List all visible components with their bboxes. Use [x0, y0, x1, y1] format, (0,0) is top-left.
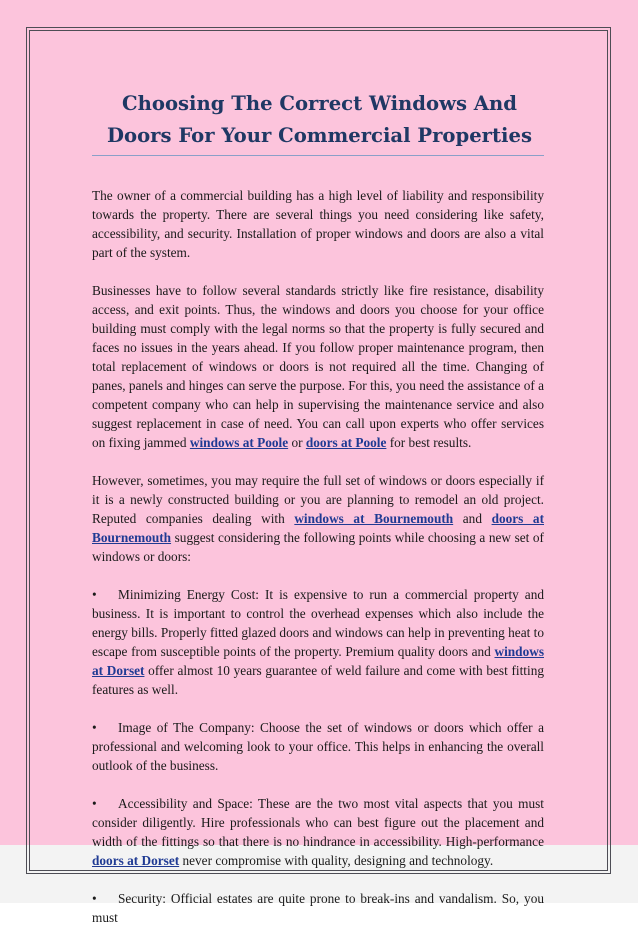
link-doors-bournemouth[interactable]: doors at Bournemouth [92, 511, 545, 545]
bullet-security [92, 889, 544, 927]
bullet-text: offer almost 10 years guarantee of weld failure and come with best fitting features as well. [92, 663, 544, 697]
paragraph-text: suggest considering the following points while choosing a new set of windows or doors: [92, 530, 544, 564]
bullet-text: never compromise with quality, designing and technology. [179, 853, 494, 868]
link-windows-bournemouth[interactable]: windows at Bournemouth [294, 511, 454, 526]
bullet-marker: • [92, 587, 97, 602]
bullet-text: Security: Official estates are quite prone to break-ins and vandalism. So, you must [92, 891, 544, 925]
paragraph-text: for best results. [386, 435, 472, 450]
paragraph-full-set [92, 471, 544, 566]
bullet-marker: • [92, 891, 97, 906]
bullet-text: Minimizing Energy Cost: It is expensive to run a commercial property and business. It is important to control the overhead expenses which also include the energy bills. Properly fitted glazed doors and windows can help in preventing heat to escape from susceptible points of the property. Premium quality doors and [92, 587, 544, 659]
document-title: Choosing The Correct Windows And Doors For Your Commercial Properties [107, 92, 532, 147]
paragraph-text: Businesses have to follow several standards strictly like fire resistance, disability access, and exit points. Thus, the windows and doors you choose for your office building must comply with the legal norms so that the property is fully secured and faces no issues in the years ahead. If you follow proper maintenance program, then total replacement of windows or doors is not required all the time. Changing of panes, panels and hinges can serve the purpose. For this, you need the assistance of a competent company who can help in supervising the maintenance service and also suggest replacement in case of need. You can call upon experts who offer services on fixing jammed [92, 283, 544, 450]
bullet-text: Accessibility and Space: These are the two most vital aspects that you must consider diligently. Hire professionals who can best figure out the placement and width of the fittings so that there is no hindrance in accessibility. High-performance [92, 796, 544, 849]
bullet-marker: • [92, 720, 97, 735]
paragraph-text: or [288, 435, 306, 450]
bullet-text: Image of The Company: Choose the set of windows or doors which offer a professional and welcoming look to your office. This helps in enhancing the overall outlook of the business. [92, 720, 544, 773]
bullet-company-image [92, 718, 544, 775]
paragraph-standards [92, 281, 544, 452]
paragraph-intro: The owner of a commercial building has a high level of liability and responsibility towards the property. There are several things you need considering like safety, accessibility, and security. Installation of proper windows and doors are also a vital part of the system. [92, 188, 544, 260]
link-doors-poole[interactable]: doors at Poole [305, 435, 387, 450]
bullet-accessibility [92, 794, 544, 870]
title-underline [92, 155, 544, 156]
paragraph-text: However, sometimes, you may require the full set of windows or doors especially if it is a newly constructed building or you are planning to remodel an old project. Reputed companies dealing with [92, 473, 544, 526]
paragraph-text: and [453, 511, 492, 526]
document-body [92, 186, 544, 946]
link-doors-dorset[interactable]: doors at Dorset [92, 853, 180, 868]
bullet-energy-cost [92, 585, 544, 699]
link-windows-dorset[interactable]: windows at Dorset [92, 644, 544, 678]
bullet-marker: • [92, 796, 97, 811]
link-windows-poole[interactable]: windows at Poole [189, 435, 289, 450]
